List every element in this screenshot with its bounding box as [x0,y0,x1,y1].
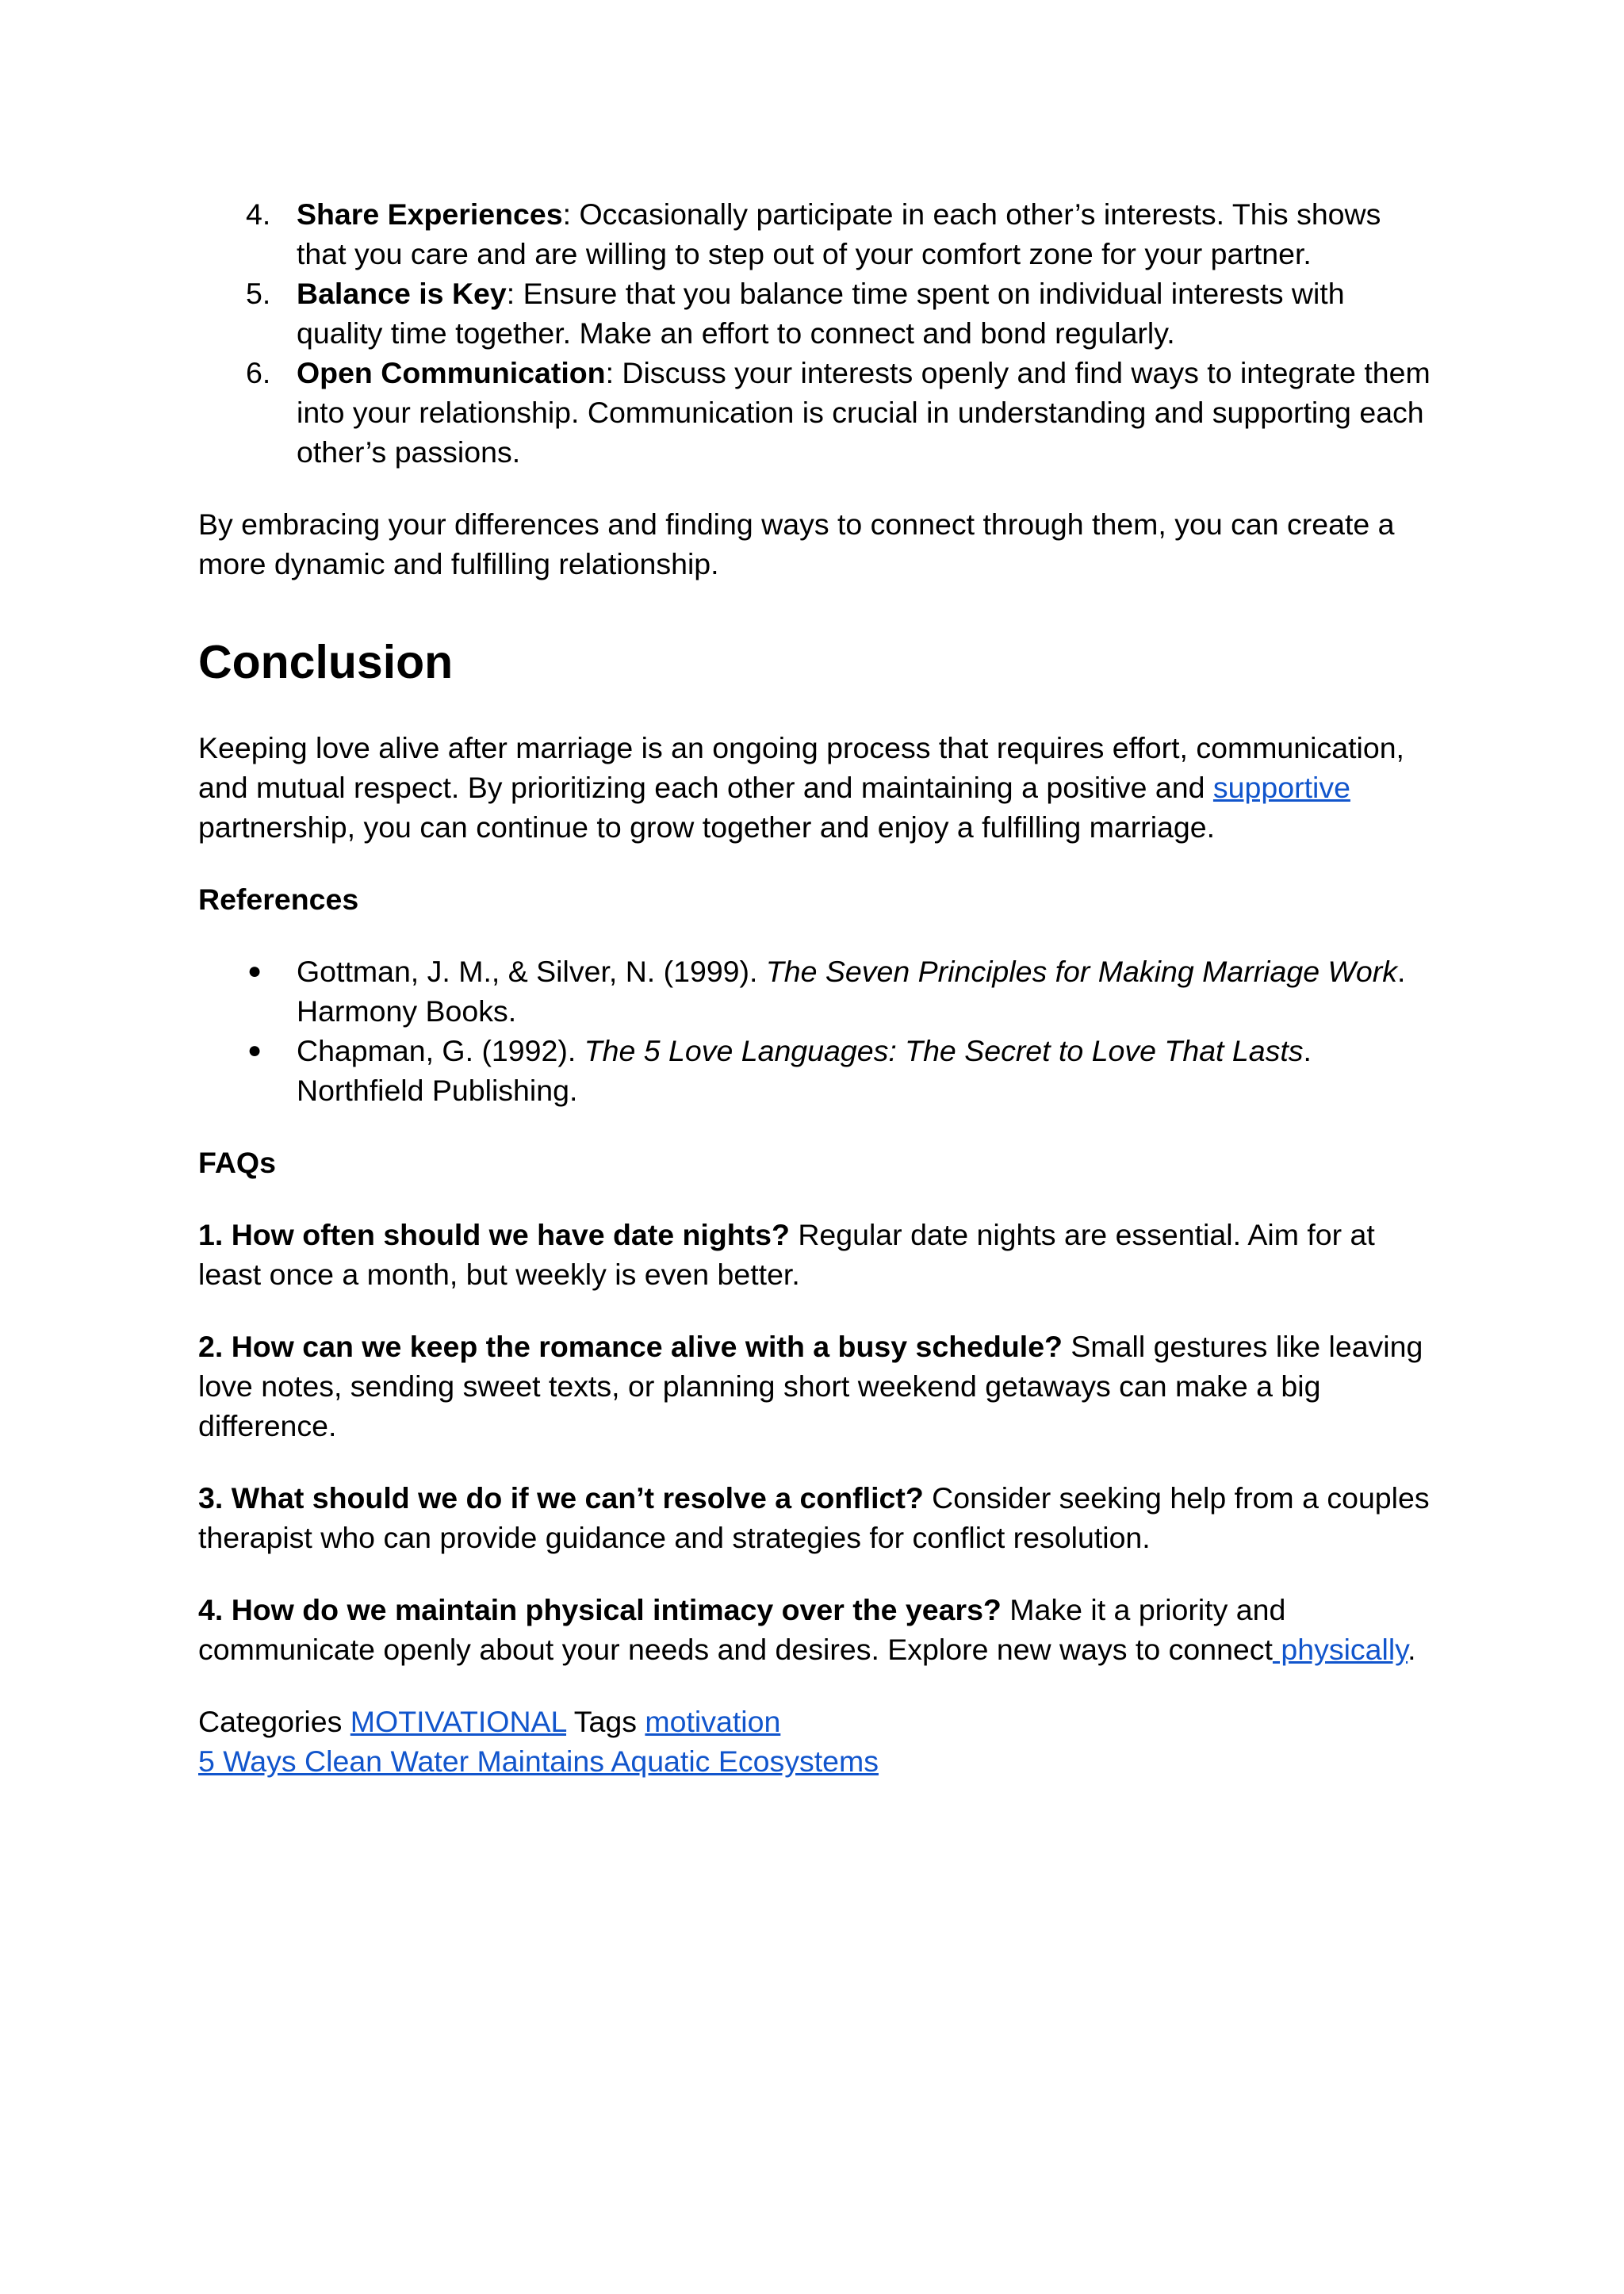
next-post [198,1741,1435,1781]
references-list [198,952,1435,1110]
tip-title: Balance is Key [297,277,507,310]
references-heading: References [198,883,359,916]
list-number: 4. [246,197,271,231]
tip-text: : Discuss your interests openly and find ways to integrate them into your relationship. Communication is crucial in understanding and supporting each other’s passions. [297,356,1431,469]
reference-title: The Seven Principles for Making Marriage Work [765,955,1397,988]
list-item [198,353,1435,472]
list-number: 6. [246,356,271,389]
tags-label: Tags [566,1705,645,1738]
categories-label: Categories [198,1705,350,1738]
reference-title: The 5 Love Languages: The Secret to Love That Lasts [584,1034,1304,1067]
tip-title: Share Experiences [297,197,563,231]
faq-question: 2. How can we keep the romance alive with a busy schedule? [198,1330,1063,1363]
faq-question: 1. How often should we have date nights? [198,1218,790,1251]
faq-answer: Regular date nights are essential. Aim for at least once a month, but weekly is even better. [198,1218,1375,1291]
tip-text: : Ensure that you balance time spent on individual interests with quality time together. Make an effort to connect and bond regularly. [297,277,1345,350]
supportive-link[interactable]: supportive [1212,771,1350,804]
faq-answer: Consider seeking help from a couples therapist who can provide guidance and strategies for conflict resolution. [198,1481,1430,1554]
tip-title: Open Communication [297,356,606,389]
tip-text: : Occasionally participate in each other’s interests. This shows that you care and are willing to step out of your comfort zone for your partner. [297,197,1381,270]
conclusion-text-end: partnership, you can continue to grow together and enjoy a fulfilling marriage. [198,810,1216,844]
reference-item [198,1031,1435,1110]
faq-answer: Make it a priority and communicate openly about your needs and desires. Explore new ways to connect [198,1593,1286,1666]
document-page [198,194,1435,1781]
category-link[interactable]: MOTIVATIONAL [350,1705,567,1738]
physically-link[interactable]: physically [1272,1633,1408,1666]
faq-item [198,1327,1435,1446]
tips-list [198,194,1435,472]
faq-item [198,1478,1435,1557]
next-post-link[interactable]: 5 Ways Clean Water Maintains Aquatic Ecosystems [198,1744,879,1778]
reference-author: Gottman, J. M., & Silver, N. (1999). [297,955,766,988]
reference-publisher: . Harmony Books. [297,955,1406,1028]
conclusion-text: Keeping love alive after marriage is an ongoing process that requires effort, communication, and mutual respect. By prioritizing each other and maintaining a positive and [198,731,1404,804]
bullet-icon: ● [247,958,262,984]
reference-publisher: . Northfield Publishing. [297,1034,1312,1107]
closing-paragraph: By embracing your differences and finding ways to connect through them, you can create a more dynamic and fulfilling relationship. [198,507,1395,580]
bullet-icon: ● [247,1037,262,1063]
faq-question: 3. What should we do if we can’t resolve a conflict? [198,1481,924,1515]
faq-answer-end: . [1408,1633,1416,1666]
reference-item [198,952,1435,1031]
tag-link[interactable]: motivation [645,1705,781,1738]
list-item [198,194,1435,274]
list-item [198,274,1435,353]
faq-question: 4. How do we maintain physical intimacy over the years? [198,1593,1002,1626]
faq-item [198,1215,1435,1294]
faq-item [198,1590,1435,1669]
reference-author: Chapman, G. (1992). [297,1034,584,1067]
conclusion-heading: Conclusion [198,636,454,688]
post-meta [198,1702,1435,1741]
faq-answer: Small gestures like leaving love notes, sending sweet texts, or planning short weekend getaways can make a big difference. [198,1330,1423,1442]
conclusion-paragraph [198,728,1435,847]
faqs-heading: FAQs [198,1146,276,1179]
list-number: 5. [246,277,271,310]
